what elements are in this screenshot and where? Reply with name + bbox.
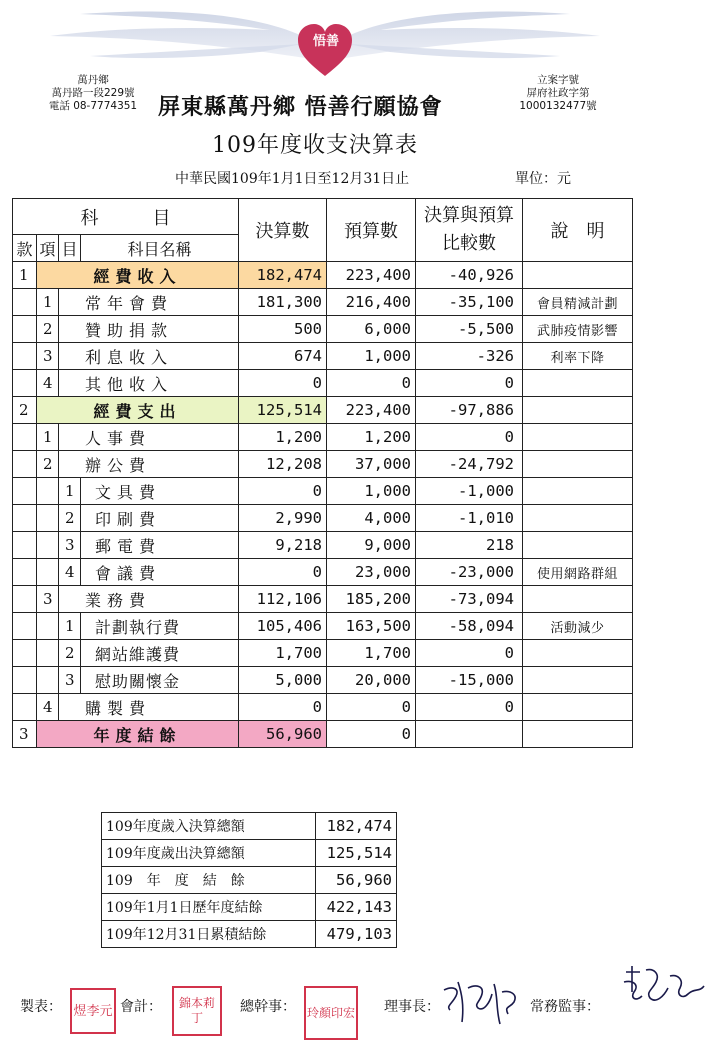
- table-row: [13, 694, 633, 721]
- address-town: 萬丹鄉: [77, 74, 109, 86]
- row-actual: 0: [239, 694, 327, 721]
- summary-value: 422,143: [316, 894, 397, 921]
- row-note: [523, 694, 633, 721]
- row-compare: 0: [416, 640, 523, 667]
- preparer-label: 製表：: [20, 999, 62, 1015]
- row-actual: 674: [239, 343, 327, 370]
- row-budget: 1,200: [327, 424, 416, 451]
- subject-header: 科 目: [13, 199, 239, 235]
- row-budget: 6,000: [327, 316, 416, 343]
- row-mu: 4: [59, 559, 81, 586]
- row-xiang: 1: [37, 424, 59, 451]
- row-subject-name: 人事費: [59, 424, 239, 451]
- row-budget: 0: [327, 370, 416, 397]
- secretary-seal: 玲顏印宏: [304, 986, 358, 1040]
- row-budget: 223,400: [327, 397, 416, 424]
- row-budget: 37,000: [327, 451, 416, 478]
- summary-row: [102, 840, 397, 867]
- row-xiang: 2: [37, 451, 59, 478]
- registration-number: [508, 74, 608, 113]
- address-phone: 電話 08-7774351: [48, 100, 138, 112]
- row-xiang: [37, 532, 59, 559]
- row-budget: 1,000: [327, 343, 416, 370]
- row-compare: -1,000: [416, 478, 523, 505]
- table-row: [13, 478, 633, 505]
- table-row: [13, 505, 633, 532]
- row-actual: 1,700: [239, 640, 327, 667]
- row-note: 利率下降: [523, 343, 633, 370]
- row-compare: -40,926: [416, 262, 523, 289]
- row-xiang: 4: [37, 694, 59, 721]
- row-kuan: 3: [13, 721, 37, 748]
- row-kuan: [13, 613, 37, 640]
- secretary-label: 總幹事：: [240, 999, 296, 1015]
- summary-value: 182,474: [316, 813, 397, 840]
- table-row: [13, 397, 633, 424]
- table-row: [13, 343, 633, 370]
- row-xiang: 2: [37, 316, 59, 343]
- row-xiang: 3: [37, 586, 59, 613]
- row-note: [523, 424, 633, 451]
- row-kuan: [13, 478, 37, 505]
- chairman-signature: [438, 972, 526, 1032]
- row-note: 會員精減計劃: [523, 289, 633, 316]
- row-compare: -73,094: [416, 586, 523, 613]
- budget-header: 預算數: [327, 199, 416, 262]
- table-row: [13, 667, 633, 694]
- summary-value: 56,960: [316, 867, 397, 894]
- table-row: [13, 721, 633, 748]
- row-kuan: [13, 289, 37, 316]
- row-subject-name: 印刷費: [81, 505, 239, 532]
- row-note: [523, 505, 633, 532]
- report-title: 109年度收支決算表: [212, 133, 418, 158]
- accountant-label: 會計：: [120, 999, 162, 1015]
- row-budget: 216,400: [327, 289, 416, 316]
- row-kuan: [13, 586, 37, 613]
- row-budget: 4,000: [327, 505, 416, 532]
- row-subject-name: 其他收入: [59, 370, 239, 397]
- summary-row: [102, 867, 397, 894]
- row-subject-name: 文具費: [81, 478, 239, 505]
- compare-header-line1: 決算與預算: [424, 205, 514, 226]
- summary-row: [102, 921, 397, 948]
- subject-name-header: 科目名稱: [81, 235, 239, 262]
- row-kuan: [13, 505, 37, 532]
- row-xiang: [37, 640, 59, 667]
- row-xiang: [37, 613, 59, 640]
- row-subject-name: 辦公費: [59, 451, 239, 478]
- row-actual: 2,990: [239, 505, 327, 532]
- row-xiang: 1: [37, 289, 59, 316]
- row-budget: 1,000: [327, 478, 416, 505]
- row-kuan: [13, 532, 37, 559]
- summary-label: 109年度歲出決算總額: [102, 840, 316, 867]
- compare-header: [416, 199, 523, 262]
- row-note: [523, 586, 633, 613]
- row-kuan: [13, 343, 37, 370]
- table-row: [13, 613, 633, 640]
- row-actual: 5,000: [239, 667, 327, 694]
- table-row: [13, 262, 633, 289]
- row-compare: 0: [416, 694, 523, 721]
- row-actual: 0: [239, 559, 327, 586]
- row-kuan: [13, 424, 37, 451]
- unit-label: 單位：元: [515, 171, 571, 187]
- organization-name: 屏東縣萬丹鄉 悟善行願協會: [158, 94, 443, 120]
- row-budget: 223,400: [327, 262, 416, 289]
- row-mu: 1: [59, 613, 81, 640]
- row-xiang: [37, 559, 59, 586]
- table-row: [13, 424, 633, 451]
- row-note: [523, 370, 633, 397]
- summary-row: [102, 894, 397, 921]
- row-budget: 20,000: [327, 667, 416, 694]
- row-actual: 181,300: [239, 289, 327, 316]
- row-kuan: 1: [13, 262, 37, 289]
- row-actual: 12,208: [239, 451, 327, 478]
- row-actual: 500: [239, 316, 327, 343]
- supervisor-label: 常務監事：: [530, 999, 600, 1015]
- row-budget: 9,000: [327, 532, 416, 559]
- reg-number: 1000132477號: [519, 100, 597, 112]
- row-compare: 0: [416, 424, 523, 451]
- row-note: [523, 397, 633, 424]
- row-compare: -23,000: [416, 559, 523, 586]
- row-actual: 125,514: [239, 397, 327, 424]
- row-note: [523, 532, 633, 559]
- row-mu: 3: [59, 532, 81, 559]
- table-row: [13, 451, 633, 478]
- row-budget: 23,000: [327, 559, 416, 586]
- supervisor-signature: [620, 962, 710, 1024]
- row-subject-name: 經費支出: [37, 397, 239, 424]
- row-compare: -35,100: [416, 289, 523, 316]
- row-compare: -5,500: [416, 316, 523, 343]
- row-xiang: 3: [37, 343, 59, 370]
- row-note: 使用網路群組: [523, 559, 633, 586]
- row-xiang: 4: [37, 370, 59, 397]
- row-note: [523, 640, 633, 667]
- row-subject-name: 利息收入: [59, 343, 239, 370]
- row-actual: 182,474: [239, 262, 327, 289]
- summary-label: 109年度歲入決算總額: [102, 813, 316, 840]
- row-subject-name: 年度結餘: [37, 721, 239, 748]
- row-kuan: [13, 316, 37, 343]
- row-actual: 1,200: [239, 424, 327, 451]
- row-compare: -97,886: [416, 397, 523, 424]
- row-subject-name: 贊助捐款: [59, 316, 239, 343]
- reg-label: 立案字號: [537, 74, 579, 86]
- row-subject-name: 網站維護費: [81, 640, 239, 667]
- summary-value: 125,514: [316, 840, 397, 867]
- row-compare: [416, 721, 523, 748]
- summary-label: 109 年 度 結 餘: [102, 867, 316, 894]
- row-budget: 185,200: [327, 586, 416, 613]
- table-row: [13, 370, 633, 397]
- row-note: 武肺疫情影響: [523, 316, 633, 343]
- table-row: [13, 289, 633, 316]
- row-actual: 112,106: [239, 586, 327, 613]
- row-kuan: [13, 640, 37, 667]
- row-subject-name: 慰助關懷金: [81, 667, 239, 694]
- row-subject-name: 會議費: [81, 559, 239, 586]
- reg-authority: 屏府社政字第: [526, 87, 590, 99]
- row-budget: 0: [327, 694, 416, 721]
- row-budget: 1,700: [327, 640, 416, 667]
- mu-header: 目: [59, 235, 81, 262]
- row-subject-name: 郵電費: [81, 532, 239, 559]
- summary-value: 479,103: [316, 921, 397, 948]
- chairman-label: 理事長：: [384, 999, 440, 1015]
- row-mu: 2: [59, 505, 81, 532]
- summary-label: 109年1月1日歷年度結餘: [102, 894, 316, 921]
- row-compare: -58,094: [416, 613, 523, 640]
- note-header: 說 明: [523, 199, 633, 262]
- table-row: [13, 316, 633, 343]
- row-mu: 2: [59, 640, 81, 667]
- row-budget: 0: [327, 721, 416, 748]
- row-note: [523, 721, 633, 748]
- row-actual: 9,218: [239, 532, 327, 559]
- logo-text: 悟善: [312, 34, 339, 49]
- row-kuan: [13, 559, 37, 586]
- row-actual: 0: [239, 370, 327, 397]
- report-period: 中華民國109年1月1日至12月31日止: [175, 171, 410, 187]
- table-row: [13, 640, 633, 667]
- row-kuan: [13, 667, 37, 694]
- row-xiang: [37, 505, 59, 532]
- row-compare: 0: [416, 370, 523, 397]
- row-compare: -326: [416, 343, 523, 370]
- row-note: 活動減少: [523, 613, 633, 640]
- row-actual: 56,960: [239, 721, 327, 748]
- row-xiang: [37, 478, 59, 505]
- row-compare: -1,010: [416, 505, 523, 532]
- row-kuan: 2: [13, 397, 37, 424]
- row-subject-name: 業務費: [59, 586, 239, 613]
- row-subject-name: 購製費: [59, 694, 239, 721]
- row-mu: 3: [59, 667, 81, 694]
- row-subject-name: 經費收入: [37, 262, 239, 289]
- address-road: 萬丹路一段229號: [51, 87, 135, 99]
- row-note: [523, 478, 633, 505]
- row-budget: 163,500: [327, 613, 416, 640]
- budget-table: [12, 198, 633, 748]
- row-kuan: [13, 694, 37, 721]
- row-note: [523, 262, 633, 289]
- actual-header: 決算數: [239, 199, 327, 262]
- row-kuan: [13, 370, 37, 397]
- row-mu: 1: [59, 478, 81, 505]
- table-row: [13, 586, 633, 613]
- row-subject-name: 計劃執行費: [81, 613, 239, 640]
- xiang-header: 項: [37, 235, 59, 262]
- row-actual: 0: [239, 478, 327, 505]
- table-row: [13, 532, 633, 559]
- row-kuan: [13, 451, 37, 478]
- kuan-header: 款: [13, 235, 37, 262]
- summary-table: [101, 812, 397, 948]
- row-subject-name: 常年會費: [59, 289, 239, 316]
- preparer-seal: 煜李元: [70, 988, 116, 1034]
- row-compare: -15,000: [416, 667, 523, 694]
- row-compare: 218: [416, 532, 523, 559]
- table-row: [13, 559, 633, 586]
- row-note: [523, 451, 633, 478]
- summary-row: [102, 813, 397, 840]
- row-note: [523, 667, 633, 694]
- left-address: [38, 74, 148, 113]
- summary-label: 109年12月31日累積結餘: [102, 921, 316, 948]
- row-compare: -24,792: [416, 451, 523, 478]
- accountant-seal: 錦本莉丁: [172, 986, 222, 1036]
- row-actual: 105,406: [239, 613, 327, 640]
- compare-header-line2: 比較數: [442, 233, 496, 254]
- row-xiang: [37, 667, 59, 694]
